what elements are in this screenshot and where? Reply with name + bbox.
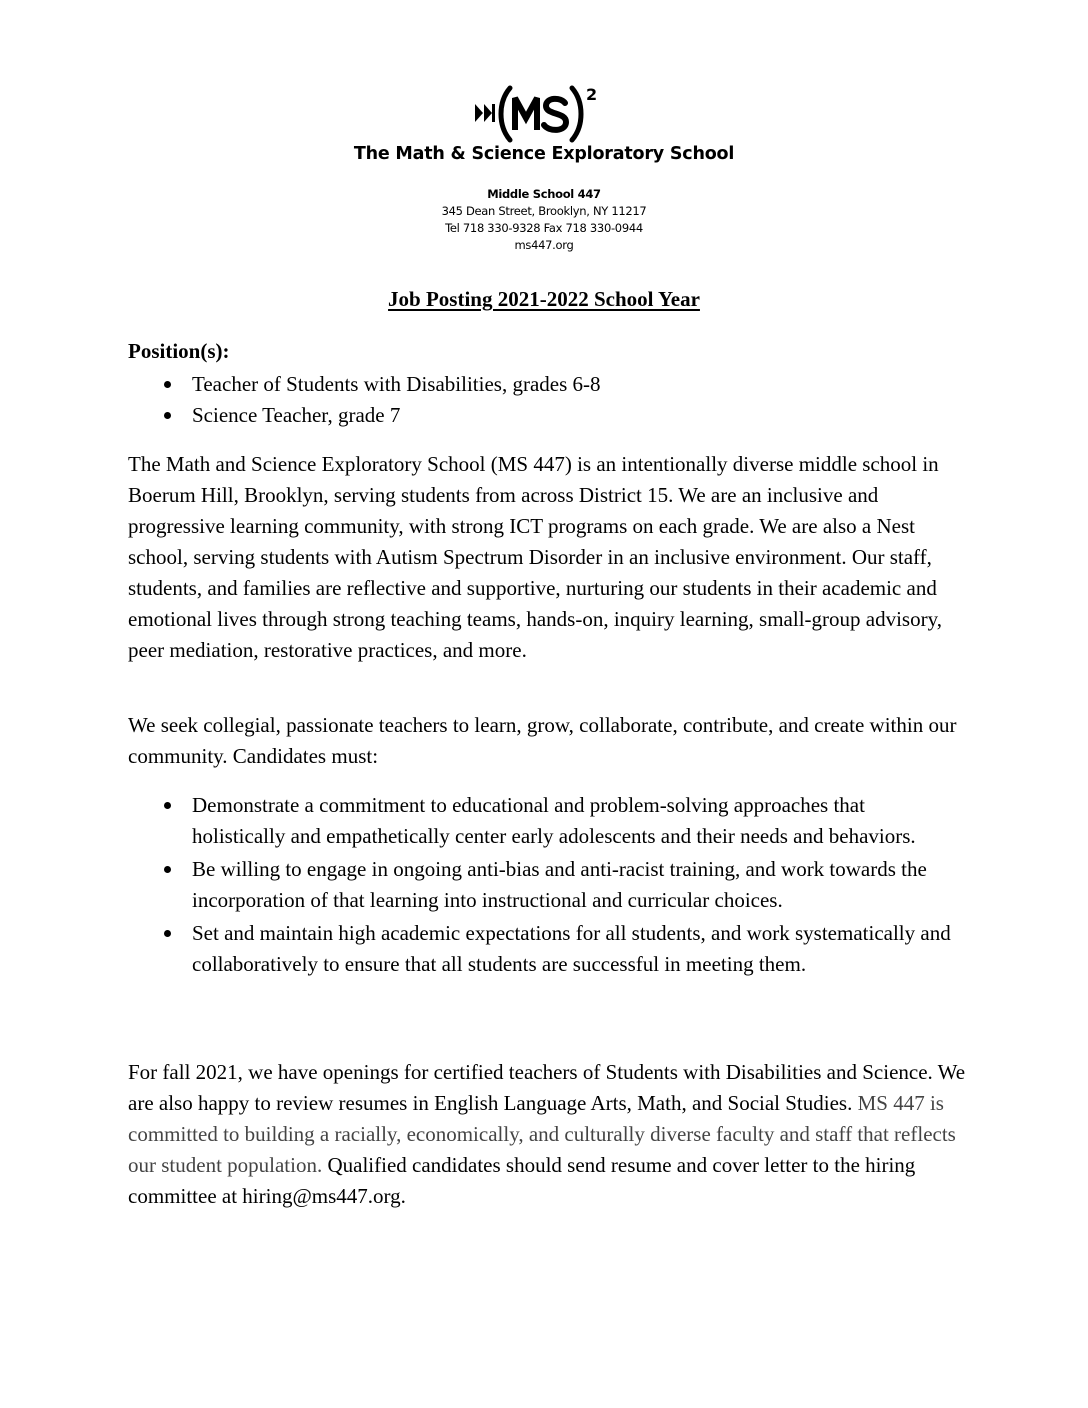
- list-item: [162, 369, 962, 400]
- list-item: [162, 918, 962, 980]
- bullet-icon: [164, 930, 171, 937]
- posting-title: Job Posting 2021-2022 School Year: [388, 287, 700, 311]
- requirements-intro-paragraph: We seek collegial, passionate teachers to learn, grow, collaborate, contribute, and create within our community. Candidates must:: [128, 713, 957, 768]
- school-logo: [470, 84, 630, 146]
- bullet-icon: [164, 412, 171, 419]
- intro-paragraph: The Math and Science Exploratory School (MS 447) is an intentionally diverse middle school in Boerum Hill, Brooklyn, serving students from across District 15. We are an inclusive and progressive learning community, with strong ICT programs on each grade. We are also a Nest school, serving students with Autism Spectrum Disorder in an inclusive environment. Our staff, students, and families are reflective and supportive, nurturing our students in their academic and emotional lives through strong teaching teams, hands-on, inquiry learning, small-group advisory, peer mediation, restorative practices, and more.: [128, 452, 942, 662]
- school-website: ms447.org: [514, 238, 574, 252]
- requirement-text: Be willing to engage in ongoing anti-bias and anti-racist training, and work towards the incorporation of that learning into instructional and curricular choices.: [192, 857, 927, 912]
- school-phone-fax: Tel 718 330-9328 Fax 718 330-0944: [445, 221, 643, 235]
- requirements-list: [162, 790, 962, 982]
- bullet-icon: [164, 866, 171, 873]
- list-item: [162, 790, 962, 852]
- svg-text:2: 2: [586, 85, 598, 104]
- closing-paragraph: [128, 1057, 968, 1212]
- ms-squared-logo-icon: [470, 84, 630, 146]
- school-address: 345 Dean Street, Brooklyn, NY 11217: [441, 204, 647, 218]
- positions-list: [162, 369, 962, 431]
- openings-text: For fall 2021, we have openings for certified teachers of Students with Disabilities and Science. We are also happy to review resumes in English Language Arts, Math, and Social Studies.: [128, 1060, 966, 1115]
- positions-label: Position(s):: [128, 339, 230, 363]
- list-item: [162, 400, 962, 431]
- requirement-text: Demonstrate a commitment to educational and problem-solving approaches that holistically and empathetically center early adolescents and their needs and behaviors.: [192, 793, 916, 848]
- diversity-statement: MS 447 is committed to building a racially, economically, and culturally diverse faculty and staff that reflects our student population.: [128, 1091, 956, 1177]
- requirement-text: Set and maintain high academic expectations for all students, and work systematically and collaboratively to ensure that all students are successful in meeting them.: [192, 921, 951, 976]
- school-name: The Math & Science Exploratory School: [353, 144, 735, 164]
- school-number: Middle School 447: [487, 187, 601, 201]
- list-item: [162, 854, 962, 916]
- application-instructions: Qualified candidates should send resume and cover letter to the hiring committee at hiring@ms447.org.: [128, 1153, 916, 1208]
- position-text: Science Teacher, grade 7: [192, 403, 401, 427]
- bullet-icon: [164, 802, 171, 809]
- position-text: Teacher of Students with Disabilities, grades 6-8: [192, 372, 601, 396]
- bullet-icon: [164, 381, 171, 388]
- school-contact-block: [0, 186, 1088, 254]
